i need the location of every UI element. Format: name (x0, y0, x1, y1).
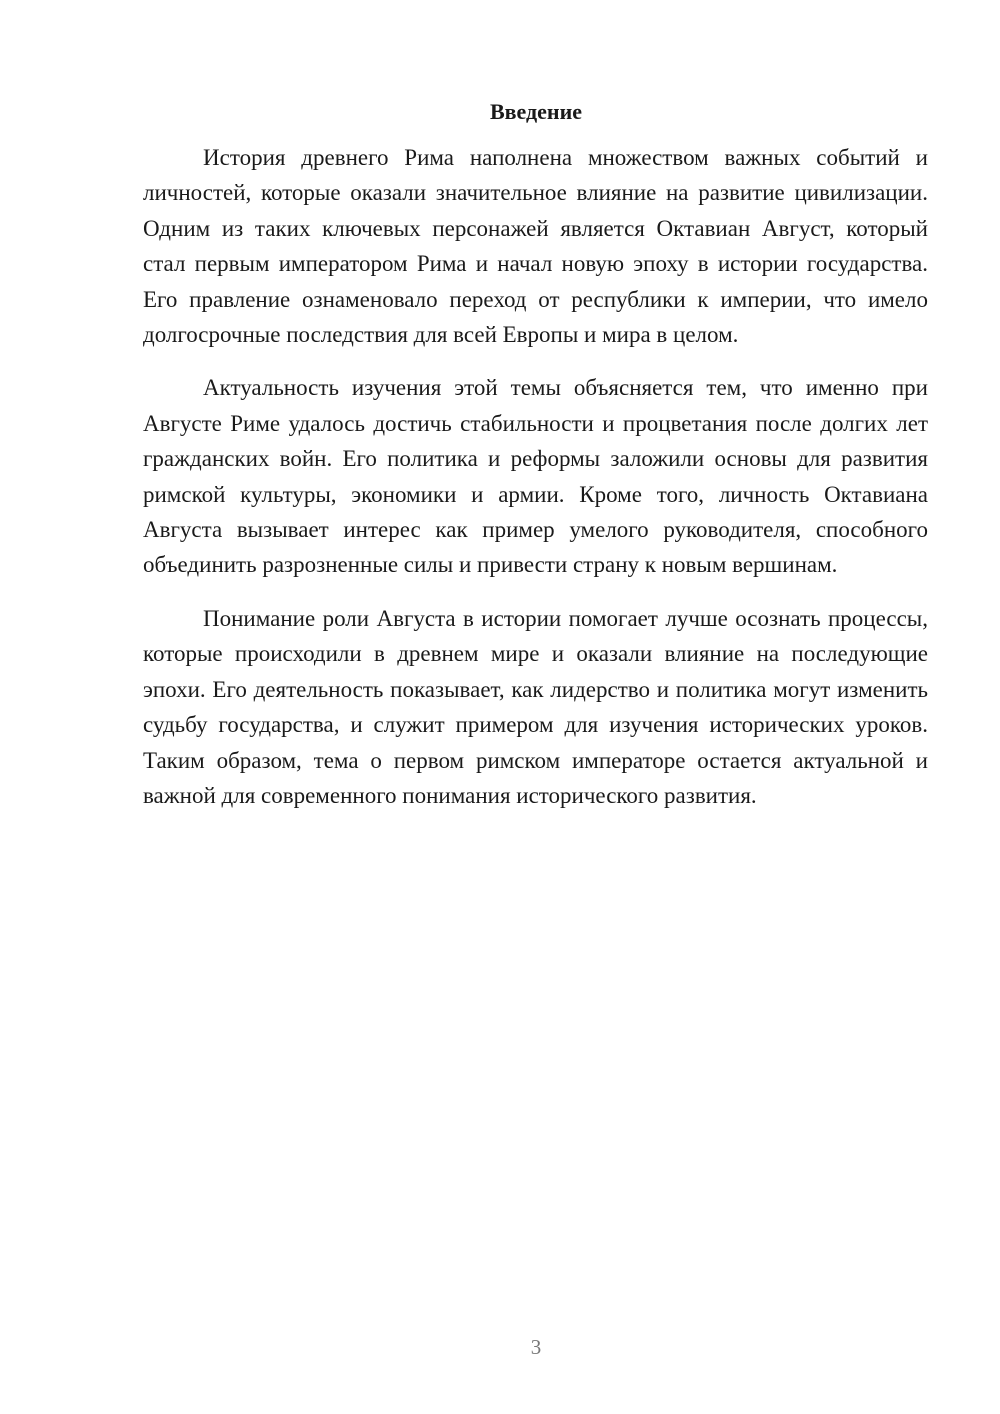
paragraph-1: История древнего Рима наполнена множеством важных событий и личностей, которые оказали значительное влияние на развитие цивилизации. Одним из таких ключевых персонажей является Октавиан Август, который стал первым императором Рима и начал новую эпоху в истории государства. Его правление ознаменовало переход от республики к империи, что имело долгосрочные последствия для всей Европы и мира в целом. (143, 145, 928, 348)
paragraph-2: Актуальность изучения этой темы объясняется тем, что именно при Августе Риме удалось достичь стабильности и процветания после долгих лет гражданских войн. Его политика и реформы заложили основы для развития римской культуры, экономики и армии. Кроме того, личность Октавиана Августа вызывает интерес как пример умелого руководителя, способного объединить разрозненные силы и привести страну к новым вершинам. (143, 375, 928, 578)
section-heading: Введение (489, 99, 583, 124)
page-number: 3 (530, 1335, 542, 1359)
body-text (143, 140, 928, 831)
paragraph-3: Понимание роли Августа в истории помогает лучше осознать процессы, которые происходили в древнем мире и оказали влияние на последующие эпохи. Его деятельность показывает, как лидерство и политика могут изменить судьбу государства, и служит примером для изучения исторических уроков. Таким образом, тема о первом римском императоре остается актуальной и важной для современного понимания исторического развития. (143, 605, 928, 808)
